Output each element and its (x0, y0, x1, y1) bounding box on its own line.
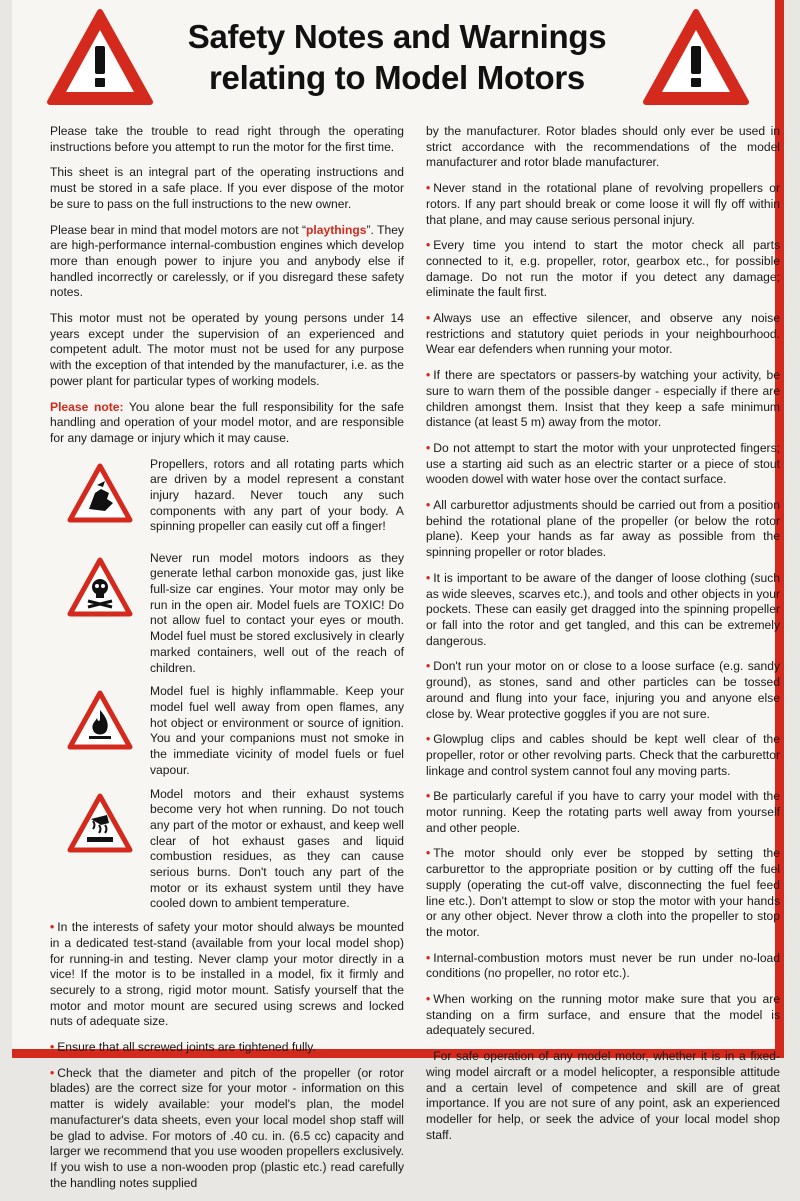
left-column (50, 124, 404, 1201)
bullet-item: • In the interests of safety your motor should always be mounted in a dedicated test-stand (available from your local model shop) for running-in and testing. Never clamp your motor directly in a vice! If the motor is to be installed in a model, fix it firmly and securely to a strong, rigid motor mount. Satisfy yourself that the motor and motor mount are secured using screws and locked nuts of adequate size. (50, 920, 404, 1029)
bullet-item: • It is important to be aware of the danger of loose clothing (such as wide sleeves, scarves etc.), and tools and other objects in your pockets. These can easily get dragged into the spinning propeller or fall into the rotor and get tangled, and this can be extremely dangerous. (426, 570, 780, 648)
bullet-item: • Never stand in the rotational plane of revolving propellers or rotors. If any part should break or come loose it will fly off within that plane, and may cause serious personal injury. (426, 181, 780, 227)
playthings-highlight: playthings (306, 222, 367, 237)
bullet-item: • Check that the diameter and pitch of the propeller (or rotor blades) are the correct size for your motor - information on this matter is widely available: your model's plan, the model manufacturer's data sheets, even your local model shop staff will be glad to advise. For motors of .40 cu. in. (6.5 cc) capacity and larger we recommend that you use wooden propellers exclusively. If you wish to use a non-wooden prop (plastic etc.) read carefully the handling notes supplied (50, 1065, 404, 1190)
continuation-paragraph: by the manufacturer. Rotor blades should only ever be used in strict accordance with the recommendations of the model manufacturer and rotor blade manufacturer. (426, 124, 780, 170)
please-note-label: Please note: (50, 399, 124, 414)
playthings-paragraph: Please bear in mind that model motors are not “playthings”. They are high-performance internal-combustion engines which develop more than enough power to injure you and anybody else if handled incorrectly or carelessly, or if you disregard these safety notes. (50, 222, 404, 300)
bullet-item: • All carburettor adjustments should be carried out from a position behind the rotational plane of the propeller (or below the rotor plane). Keep your hands as far away as possible from the spinning propeller or rotor blades. (426, 498, 780, 560)
bullet-item: • Don't run your motor on or close to a loose surface (e.g. sandy ground), as stones, sand and other particles can be tossed around and flung into your face, injuring you and anyone else close by. Wear protective goggles if you are not sure. (426, 659, 780, 721)
bullet-item: • Do not attempt to start the motor with your unprotected fingers; use a starting aid such as an electric starter or a piece of stout wooden dowel with water hose over the contact surface. (426, 440, 780, 487)
bullet-item: • The motor should only ever be stopped by setting the carburettor to the appropriate position or by cutting off the fuel supply (operating the cut-off valve, disconnecting the fuel feed line etc.). Don't attempt to slow or stop the motor with your hands or any other object. Never throw a cloth into the propeller to stop the motor. (426, 846, 780, 939)
warning-exclamation-icon (642, 8, 750, 108)
safety-sheet (12, 0, 784, 1190)
bullet-item: • Internal-combustion motors must never be run under no-load conditions (no propeller, no rotor etc.). (426, 950, 780, 981)
bullet-item: • Every time you intend to start the motor check all parts connected to it, e.g. propeller, rotor, gearbox etc., for possible damage. Do not run the motor if you detect any damage; eliminate the fault first. (426, 238, 780, 300)
page-title: Safety Notes and Warnings relating to Model Motors (187, 18, 607, 96)
bullet-item: • When working on the running motor make sure that you are standing on a firm surface, and ensure that the model is adequately secured. (426, 992, 780, 1038)
hazard-item: Propellers, rotors and all rotating parts which are driven by a model represent a constant injury hazard. Never touch any such components with any part of your body. A spinning propeller can easily cut off a finger! (50, 457, 404, 543)
age-paragraph: This motor must not be operated by young persons under 14 years except under the supervision of an experienced and competent adult. The motor must not be used for any purpose with the exception of that intended by the manufacturer, i.e. as the power plant for particular types of working models. (50, 311, 404, 388)
hazard-item: Model motors and their exhaust systems become very hot when running. Do not touch any part of the motor or exhaust, and keep well clear of hot exhaust gases and liquid combustion residues, as they can cause serious burns. Don't touch any part of the motor or its exhaust system until they have cooled down to ambient temperature. (50, 787, 404, 913)
hazard-item: Model fuel is highly inflammable. Keep your model fuel well away from open flames, any hot object or environment or source of ignition. You and your companions must not smoke in the immediate vicinity of model fuels or fuel vapour. (50, 684, 404, 778)
header (12, 0, 784, 120)
intro-paragraph: Please take the trouble to read right through the operating instructions before you attempt to run the motor for the first time. (50, 124, 404, 154)
bullet-item: • Be particularly careful if you have to carry your model with the motor running. Keep the rotating parts well away from yourself and other people. (426, 789, 780, 835)
hazard-item: Never run model motors indoors as they generate lethal carbon monoxide gas, just like full-size car engines. Your motor may only be run in the open air. Model fuels are TOXIC! Do not allow fuel to contact your eyes or mouth. Model fuel must be stored exclusively in clearly marked containers, well out of the reach of children. (50, 551, 404, 677)
bullet-item: • Ensure that all screwed joints are tightened fully. (50, 1040, 316, 1055)
storage-paragraph: This sheet is an integral part of the operating instructions and must be stored in a safe place. If you ever dispose of the motor be sure to pass on the full instructions to the new owner. (50, 165, 404, 211)
right-column (426, 124, 780, 1153)
hot-surface-icon (50, 787, 150, 873)
bullet-item: • Glowplug clips and cables should be kept well clear of the propeller, rotor or other revolving parts. Check that the carburettor linkage and control system cannot foul any moving parts. (426, 732, 780, 778)
please-note-paragraph: Please note: You alone bear the full responsibility for the safe handling and operation of your model motor, and are responsible for any damage or injury which it may cause. (50, 399, 405, 445)
warning-exclamation-icon (46, 8, 154, 108)
skull-crossbones-icon (50, 551, 150, 637)
bullet-item: • If there are spectators or passers-by watching your activity, be sure to warn them of the possible danger - especially if there are children amongst them. Insist that they keep a safe minimum distance (at least 5 m) away from the motor. (426, 368, 780, 430)
hand-injury-icon (50, 457, 150, 543)
bullet-item: • Always use an effective silencer, and observe any noise restrictions and statutory quiet periods in your neighbourhood. Wear ear defenders when running your motor. (426, 311, 780, 357)
bullet-item: • For safe operation of any model motor, whether it is in a fixed-wing model aircraft or a model helicopter, a responsible attitude and a certain level of competence and skill are of great importance. If you are not sure of any point, ask an experienced modeller for help, or seek the advice of your local model shop staff. (426, 1049, 780, 1142)
flame-icon (50, 684, 150, 770)
